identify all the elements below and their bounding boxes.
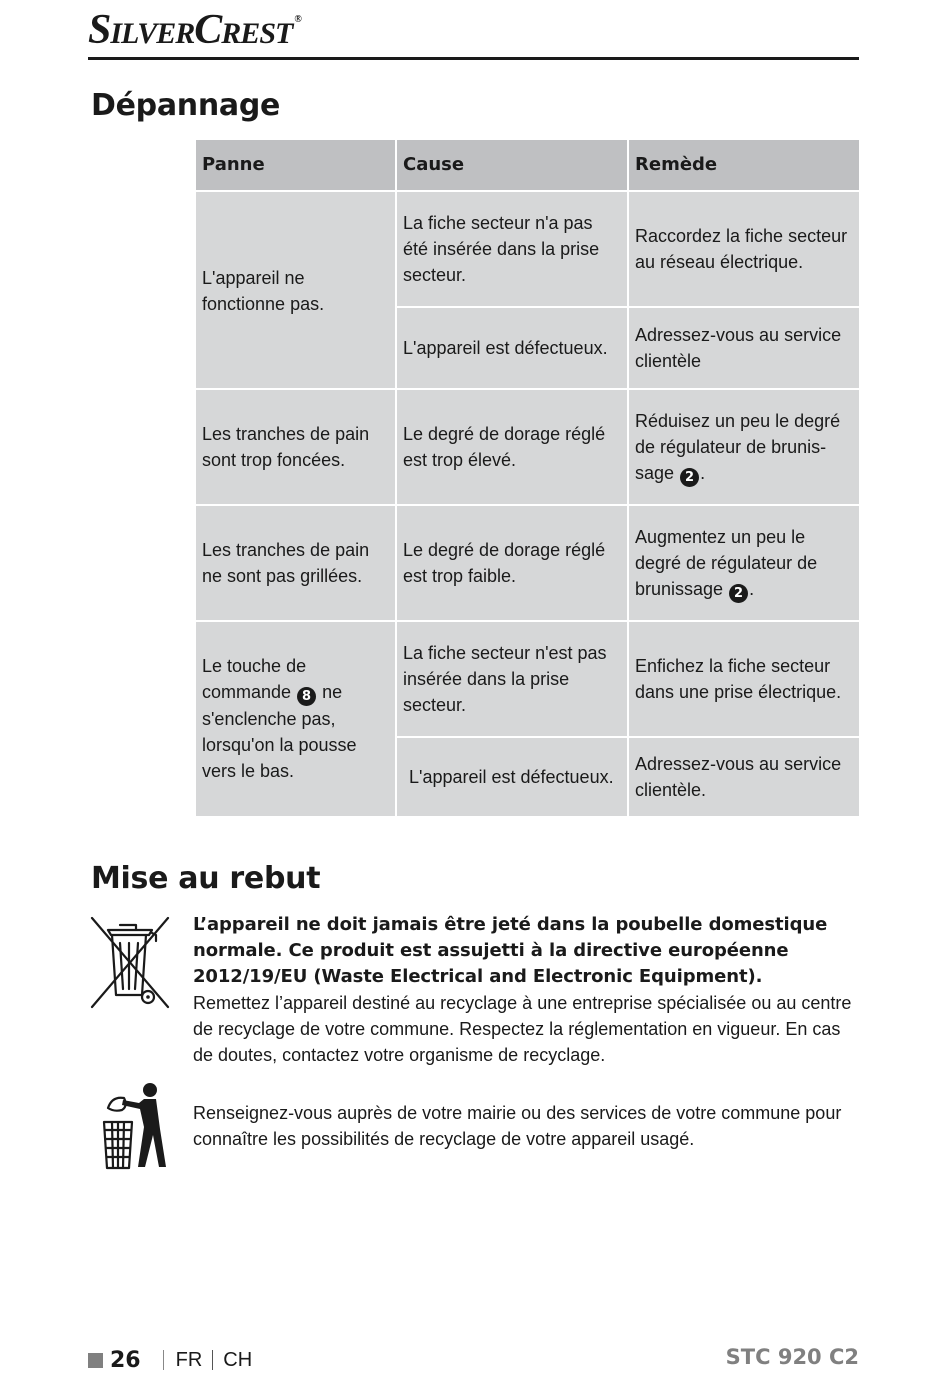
remede-cell: Enfichez la fiche secteur dans une prise électrique. [628,621,860,737]
footer-divider [163,1350,164,1370]
remede-punct: . [749,578,755,599]
part-number-badge: 2 [680,468,699,487]
disposal-text-block [193,1100,859,1152]
remede-cell: Adressez-vous au service clientèle [628,307,860,389]
table-row [195,505,860,621]
logo-letter: C [194,7,222,53]
table-row [195,191,860,307]
disposal-text-block [193,912,859,1068]
table-header-row [195,139,860,191]
logo-text: ILVER [110,17,195,50]
cause-cell: Le degré de dorage réglé est trop élevé. [396,389,628,505]
footer-divider [212,1350,213,1370]
page-number: 26 [110,1347,141,1373]
table-row [195,621,860,737]
logo-text: REST [221,17,293,50]
column-header-cause: Cause [396,139,628,191]
remede-cell: Adressez-vous au service clientèle. [628,737,860,817]
panne-text: Le touche de commande [202,656,307,702]
model-number: STC 920 C2 [725,1345,859,1369]
remede-text: Augmentez un peu le degré de régulateur de brunissage [635,526,818,599]
disposal-instructions: Remettez l’appareil destiné au recyclage à une entreprise spécialisée ou au centre de recyclage de votre commune. Respectez la réglementation en vigueur. En cas de doutes, contactez votre organisme de recyclage. [193,993,852,1065]
cause-cell: L'appareil est défectueux. [396,737,628,817]
footer-square-icon [88,1353,103,1368]
column-header-panne: Panne [195,139,396,191]
panne-cell: Les tranches de pain sont trop foncées. [195,389,396,505]
crossed-out-wheelie-bin-icon [90,915,170,1010]
remede-text: Réduisez un peu le degré de régulateur de brunis-sage [635,410,841,483]
page-footer-left [88,1345,252,1375]
tidy-man-icon [100,1082,170,1170]
footer-lang: FR [175,1348,203,1371]
panne-cell [195,621,396,817]
disposal-warning: L’appareil ne doit jamais être jeté dans la poubelle domestique normale. Ce produit est assujetti à la directive européenne 2012/19/EU (Waste Electrical and Electronic Equipment). [193,914,828,987]
remede-punct: . [700,462,706,483]
remede-cell: Raccordez la fiche secteur au réseau électrique. [628,191,860,307]
remede-cell [628,505,860,621]
cause-cell: La fiche secteur n'est pas insérée dans la prise secteur. [396,621,628,737]
panne-text: ne s'enclenche pas, lorsqu'on la pousse vers le bas. [202,682,357,781]
part-number-badge: 8 [297,687,316,706]
cause-cell: Le degré de dorage réglé est trop faible. [396,505,628,621]
cause-cell: L'appareil est défectueux. [396,307,628,389]
disposal-info: Renseignez-vous auprès de votre mairie ou des services de votre commune pour connaître les possibilités de recyclage de votre appareil usagé. [193,1103,842,1149]
panne-cell: Les tranches de pain ne sont pas grillées. [195,505,396,621]
part-number-badge: 2 [729,584,748,603]
registered-mark: ® [294,14,301,25]
table-row [195,389,860,505]
header-divider [88,57,859,60]
section-title-troubleshooting: Dépannage [91,88,281,123]
troubleshooting-table [194,138,861,818]
remede-cell [628,389,860,505]
section-title-disposal: Mise au rebut [91,861,321,896]
logo-letter: S [88,7,111,53]
panne-cell: L'appareil ne fonctionne pas. [195,191,396,389]
brand-logo [88,6,301,54]
column-header-remede: Remède [628,139,860,191]
footer-lang: CH [223,1348,253,1371]
cause-cell: La fiche secteur n'a pas été insérée dans la prise secteur. [396,191,628,307]
